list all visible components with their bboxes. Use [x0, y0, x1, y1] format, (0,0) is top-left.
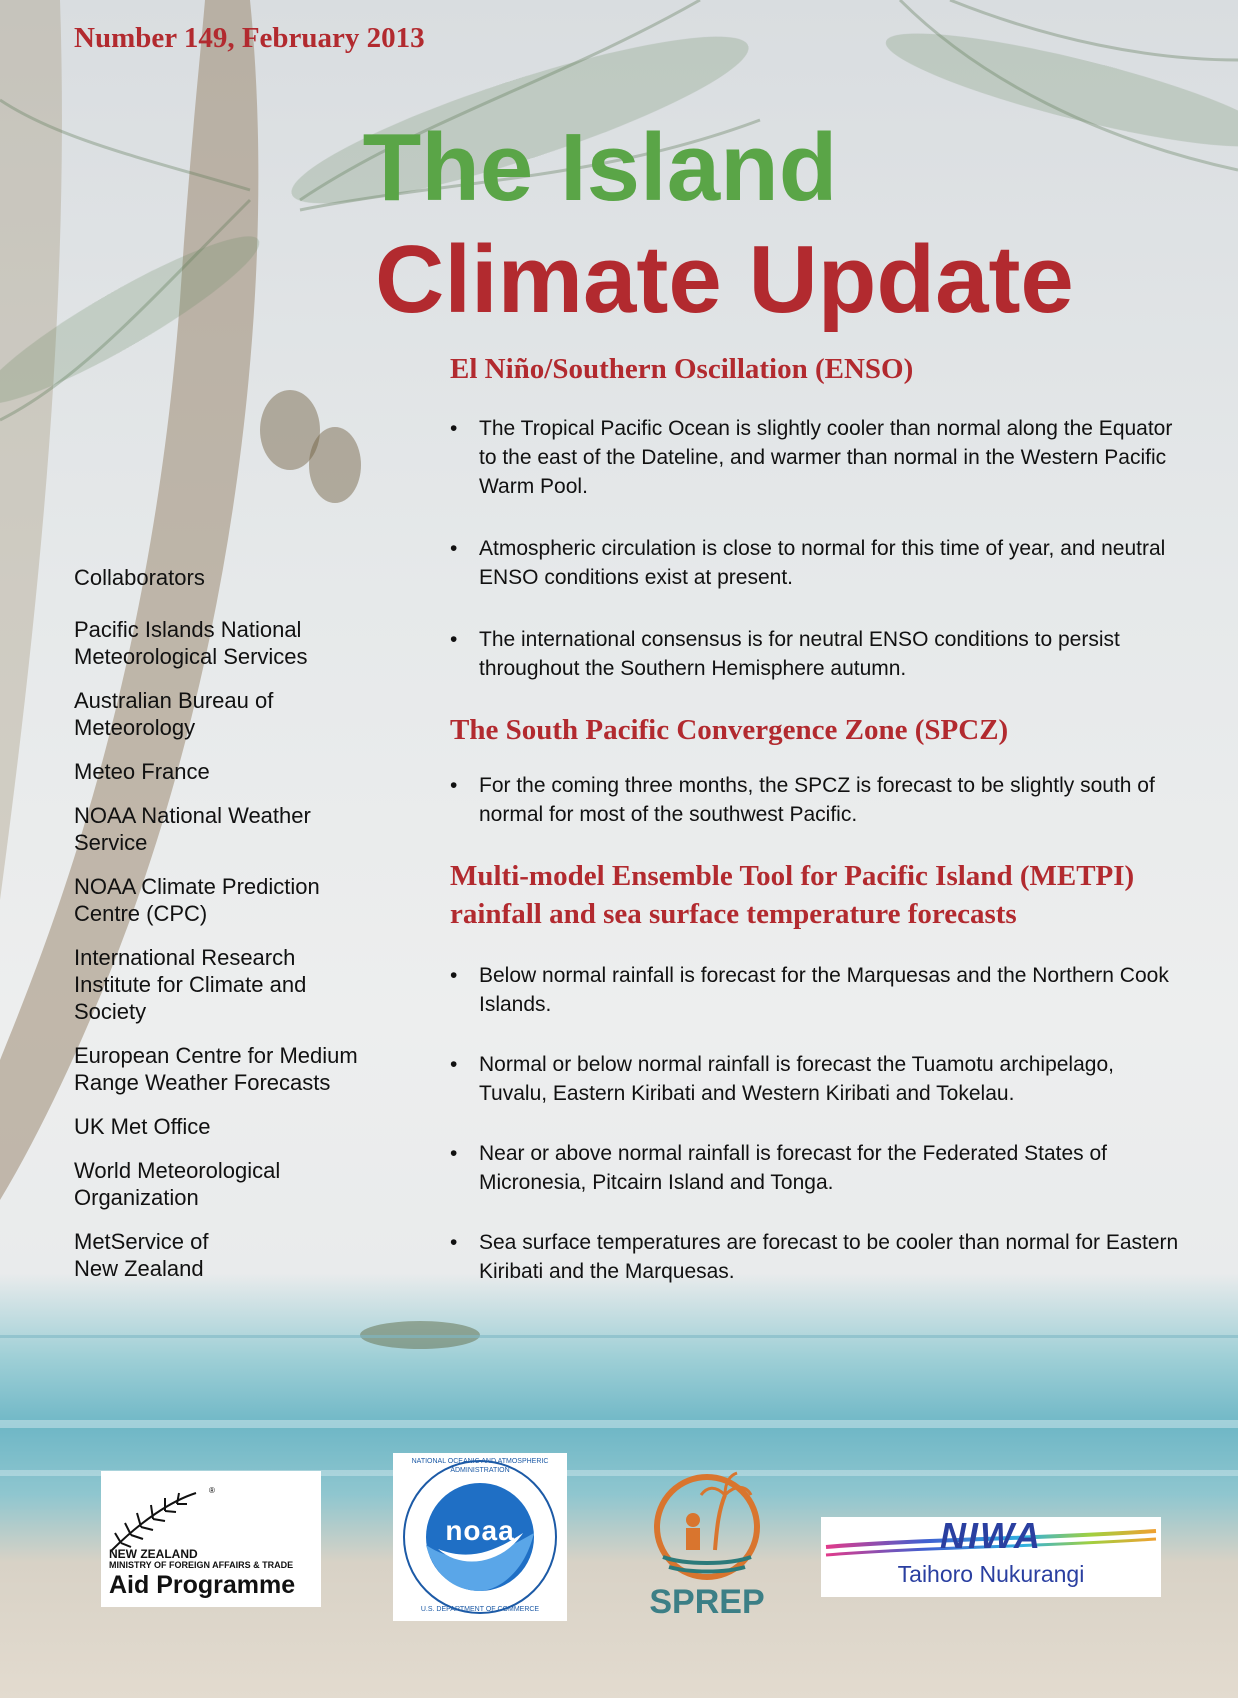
- nz-line3: Aid Programme: [109, 1571, 296, 1599]
- metpi-bullets: [450, 961, 1180, 1286]
- sprep-logo: [645, 1465, 769, 1625]
- niwa-sub: Taihoro Nukurangi: [897, 1561, 1085, 1587]
- list-item: • The Tropical Pacific Ocean is slightly cooler than normal along the Equator to the east of the Dateline, and warmer than normal in the Western Pacific Warm Pool.: [450, 414, 1180, 501]
- main-content: [450, 350, 1180, 1286]
- list-item: • For the coming three months, the SPCZ is forecast to be slightly south of normal for most of the southwest Pacific.: [450, 771, 1180, 829]
- collaborator-item: International Research Institute for Climate and Society: [74, 945, 307, 1024]
- collaborator-item: Pacific Islands National Meteorological Services: [74, 617, 308, 669]
- svg-text:®: ®: [209, 1486, 215, 1495]
- fern-icon: [111, 1493, 196, 1551]
- section-heading-spcz: The South Pacific Convergence Zone (SPCZ): [450, 714, 1009, 746]
- collaborator-item: NOAA Climate Prediction Centre (CPC): [74, 874, 320, 926]
- list-item: • Normal or below normal rainfall is forecast the Tuamotu archipelago, Tuvalu, Eastern Kiribati and Western Kiribati and Tokelau.: [450, 1050, 1180, 1108]
- noaa-ring-top: NATIONAL OCEANIC AND ATMOSPHERIC ADMINISTRATION: [411, 1458, 549, 1474]
- niwa-logo: [821, 1517, 1161, 1597]
- collaborator-item: Meteo France: [74, 759, 210, 784]
- list-item: • Sea surface temperatures are forecast to be cooler than normal for Eastern Kiribati and the Marquesas.: [450, 1228, 1180, 1286]
- list-item: • The international consensus is for neutral ENSO conditions to persist throughout the Southern Hemisphere autumn.: [450, 625, 1180, 683]
- enso-bullets: [450, 414, 1180, 683]
- collaborators-list: [74, 564, 374, 1299]
- section-heading-metpi: Multi-model Ensemble Tool for Pacific Island (METPI) rainfall and sea surface temperature forecasts: [450, 860, 1135, 930]
- niwa-name: NIWA: [940, 1515, 1042, 1556]
- collaborator-item: NOAA National Weather Service: [74, 803, 311, 855]
- collaborator-item: European Centre for Medium Range Weather Forecasts: [74, 1043, 358, 1095]
- title-line-2: Climate Update: [375, 226, 1074, 333]
- noaa-center-text: noaa: [445, 1515, 515, 1546]
- title-line-1: The Island: [362, 114, 838, 221]
- nz-aid-logo: [101, 1471, 321, 1607]
- section-heading-enso: El Niño/Southern Oscillation (ENSO): [450, 353, 914, 385]
- nz-line1: NEW ZEALAND: [109, 1547, 198, 1561]
- nz-line2: MINISTRY OF FOREIGN AFFAIRS & TRADE: [109, 1560, 294, 1570]
- list-item: • Atmospheric circulation is close to normal for this time of year, and neutral ENSO conditions exist at present.: [450, 534, 1180, 592]
- collaborator-item: World Meteorological Organization: [74, 1158, 281, 1210]
- issue-number: Number 149, February 2013: [74, 22, 425, 54]
- list-item: • Below normal rainfall is forecast for the Marquesas and the Northern Cook Islands.: [450, 961, 1180, 1019]
- noaa-logo: [393, 1453, 567, 1621]
- collaborator-item: UK Met Office: [74, 1114, 211, 1139]
- list-item: • Near or above normal rainfall is forecast for the Federated States of Micronesia, Pitcairn Island and Tonga.: [450, 1139, 1180, 1197]
- collaborator-item: MetService of New Zealand: [74, 1229, 209, 1281]
- sprep-text: SPREP: [649, 1583, 765, 1621]
- collaborator-item: Australian Bureau of Meteorology: [74, 688, 274, 740]
- collaborators-heading: Collaborators: [74, 565, 205, 590]
- noaa-ring-bottom: U.S. DEPARTMENT OF COMMERCE: [420, 1606, 540, 1613]
- spcz-bullets: [450, 771, 1180, 829]
